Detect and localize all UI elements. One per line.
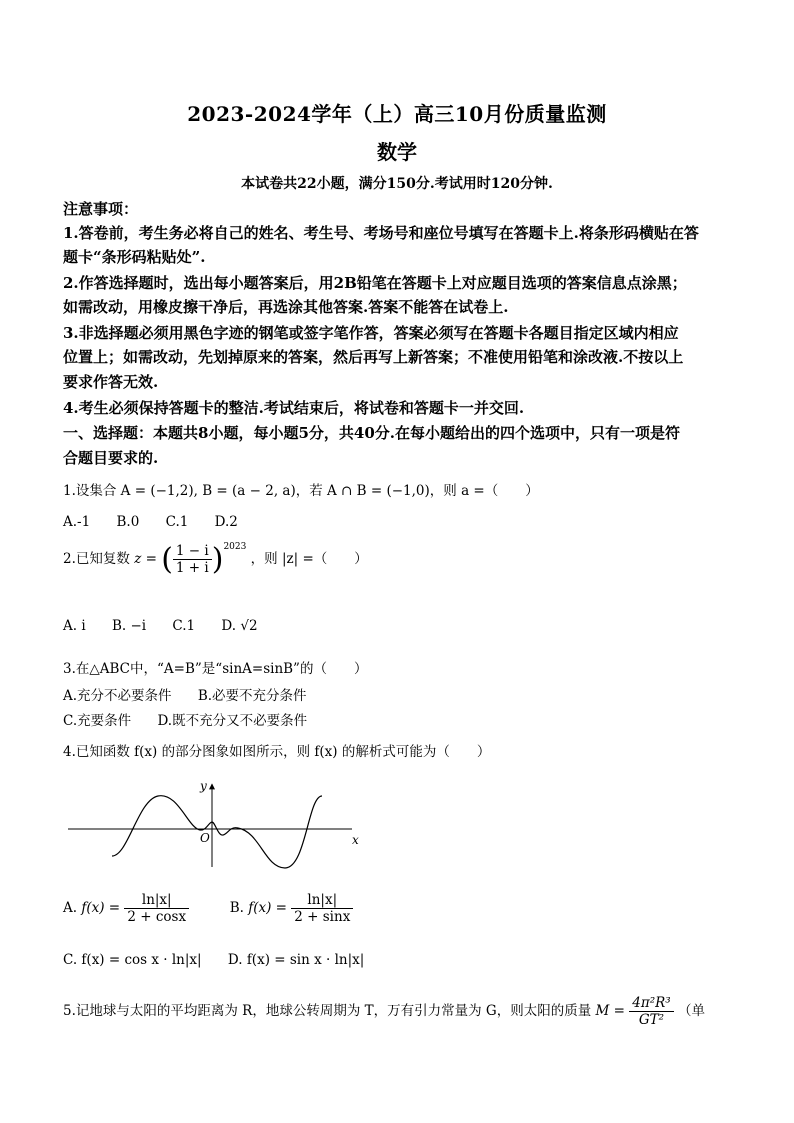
q2-fraction (173, 543, 212, 576)
question-3-options-row-2 (63, 709, 329, 729)
q1-option-c: C.1 (165, 514, 189, 530)
exam-title: 2023-2024学年（上）高三10月份质量监测 (187, 102, 607, 126)
q5-text: 5.记地球与太阳的平均距离为 R，地球公转周期为 T，万有引力常量为 G，则太阳的质量 (63, 1003, 592, 1019)
question-4-stem: 4.已知函数 f(x) 的部分图象如图所示，则 f(x) 的解析式可能为（ ） (63, 744, 491, 760)
q4-option-a-fraction (124, 892, 189, 925)
q2-option-d: D. √2 (221, 618, 258, 634)
note-3a: 3.非选择题必须用黑色字迹的钢笔或签字笔作答，答案必须写在答题卡各题目指定区域内相应 (63, 324, 679, 342)
note-4: 4.考生必须保持答题卡的整洁.考试结束后，将试卷和答题卡一并交回. (63, 399, 525, 417)
note-2b: 如需改动，用橡皮擦干净后，再选涂其他答案.答案不能答在试卷上. (63, 298, 509, 316)
note-3b: 位置上；如需改动，先划掉原来的答案，然后再写上新答案；不准使用铅笔和涂改液.不按以上 (63, 348, 684, 366)
question-4-options-ab (63, 892, 733, 925)
q2-numerator: 1 − i (173, 543, 212, 560)
subject-title: 数学 (377, 140, 417, 164)
q2-option-a: A. i (63, 618, 86, 634)
section-1b: 合题目要求的. (63, 449, 159, 467)
note-1b: 题卡“条形码粘贴处”. (63, 248, 206, 266)
q2-right-paren: ) (211, 542, 224, 577)
q4-option-b-label: B. (229, 900, 244, 916)
q3-option-b: B.必要不充分条件 (197, 688, 307, 704)
q4-option-b-fraction (291, 892, 353, 925)
q4-option-a-lhs: f(x) = (81, 900, 121, 916)
function-curve (112, 796, 322, 868)
q2-left-paren: ( (161, 542, 173, 577)
q2-prefix: 2.已知复数 (63, 551, 130, 567)
question-4-options-cd (63, 952, 386, 968)
question-1-options (63, 514, 260, 530)
question-2-stem (63, 542, 733, 577)
question-3-stem: 3.在△ABC中，“A=B”是“sinA=sinB”的（ ） (63, 661, 368, 677)
q4-option-a-label: A. (63, 900, 78, 916)
note-1a: 1.答卷前，考生务必将自己的姓名、考生号、考场号和座位号填写在答题卡上.将条形码横贴在答 (63, 224, 699, 242)
q3-option-d: D.既不充分又不必要条件 (157, 713, 308, 729)
q3-option-a: A.充分不必要条件 (63, 688, 172, 704)
q2-option-b: B. −i (111, 618, 147, 634)
q4-option-a-den: 2 + cosx (127, 909, 187, 925)
question-1-stem: 1.设集合 A = (−1,2), B = (a − 2, a)，若 A ∩ B = (−1,0)，则 a =（ ） (63, 483, 539, 499)
notes-heading: 注意事项： (63, 200, 139, 218)
q1-option-b: B.0 (116, 514, 140, 530)
q4-option-b-lhs: f(x) = (248, 900, 287, 916)
q5-mass-lhs: M = (595, 1003, 625, 1019)
x-axis-label: x (352, 833, 359, 847)
section-1a: 一、选择题：本题共8小题，每小题5分，共40分.在每小题给出的四个选项中，只有一项是符 (63, 424, 680, 442)
note-2a: 2.作答选择题时，选出每小题答案后，用2B铅笔在答题卡上对应题目选项的答案信息点涂黑； (63, 274, 687, 292)
q4-option-c: C. f(x) = cos x · ln|x| (63, 952, 202, 968)
origin-label: O (200, 831, 210, 845)
q4-option-b-num: ln|x| (291, 892, 353, 909)
q4-option-b-den: 2 + sinx (294, 909, 351, 925)
q2-suffix: ，则 |z| =（ ） (250, 551, 368, 567)
q5-mass-num: 4π²R³ (629, 995, 673, 1012)
note-3c: 要求作答无效. (63, 373, 159, 391)
exam-info: 本试卷共22小题，满分150分.考试用时120分钟. (241, 176, 553, 192)
q1-option-a: A.-1 (63, 514, 91, 530)
q3-option-c: C.充要条件 (63, 713, 132, 729)
q2-option-c: C.1 (172, 618, 196, 634)
question-5-stem (63, 995, 753, 1028)
q1-option-d: D.2 (214, 514, 238, 530)
q5-mass-fraction (629, 995, 673, 1028)
q2-denominator: 1 + i (175, 560, 209, 576)
q5-mass-den: GT² (638, 1012, 665, 1028)
q2-exponent: 2023 (223, 542, 247, 552)
q4-option-a-num: ln|x| (124, 892, 189, 909)
question-2-options (63, 618, 280, 634)
q2-z: z = (134, 551, 157, 567)
q5-tail: （单 (678, 1003, 705, 1019)
y-axis-label: y (200, 779, 207, 793)
q4-option-d: D. f(x) = sin x · ln|x| (227, 952, 365, 968)
function-graph (60, 772, 370, 872)
question-3-options-row-1 (63, 684, 329, 704)
